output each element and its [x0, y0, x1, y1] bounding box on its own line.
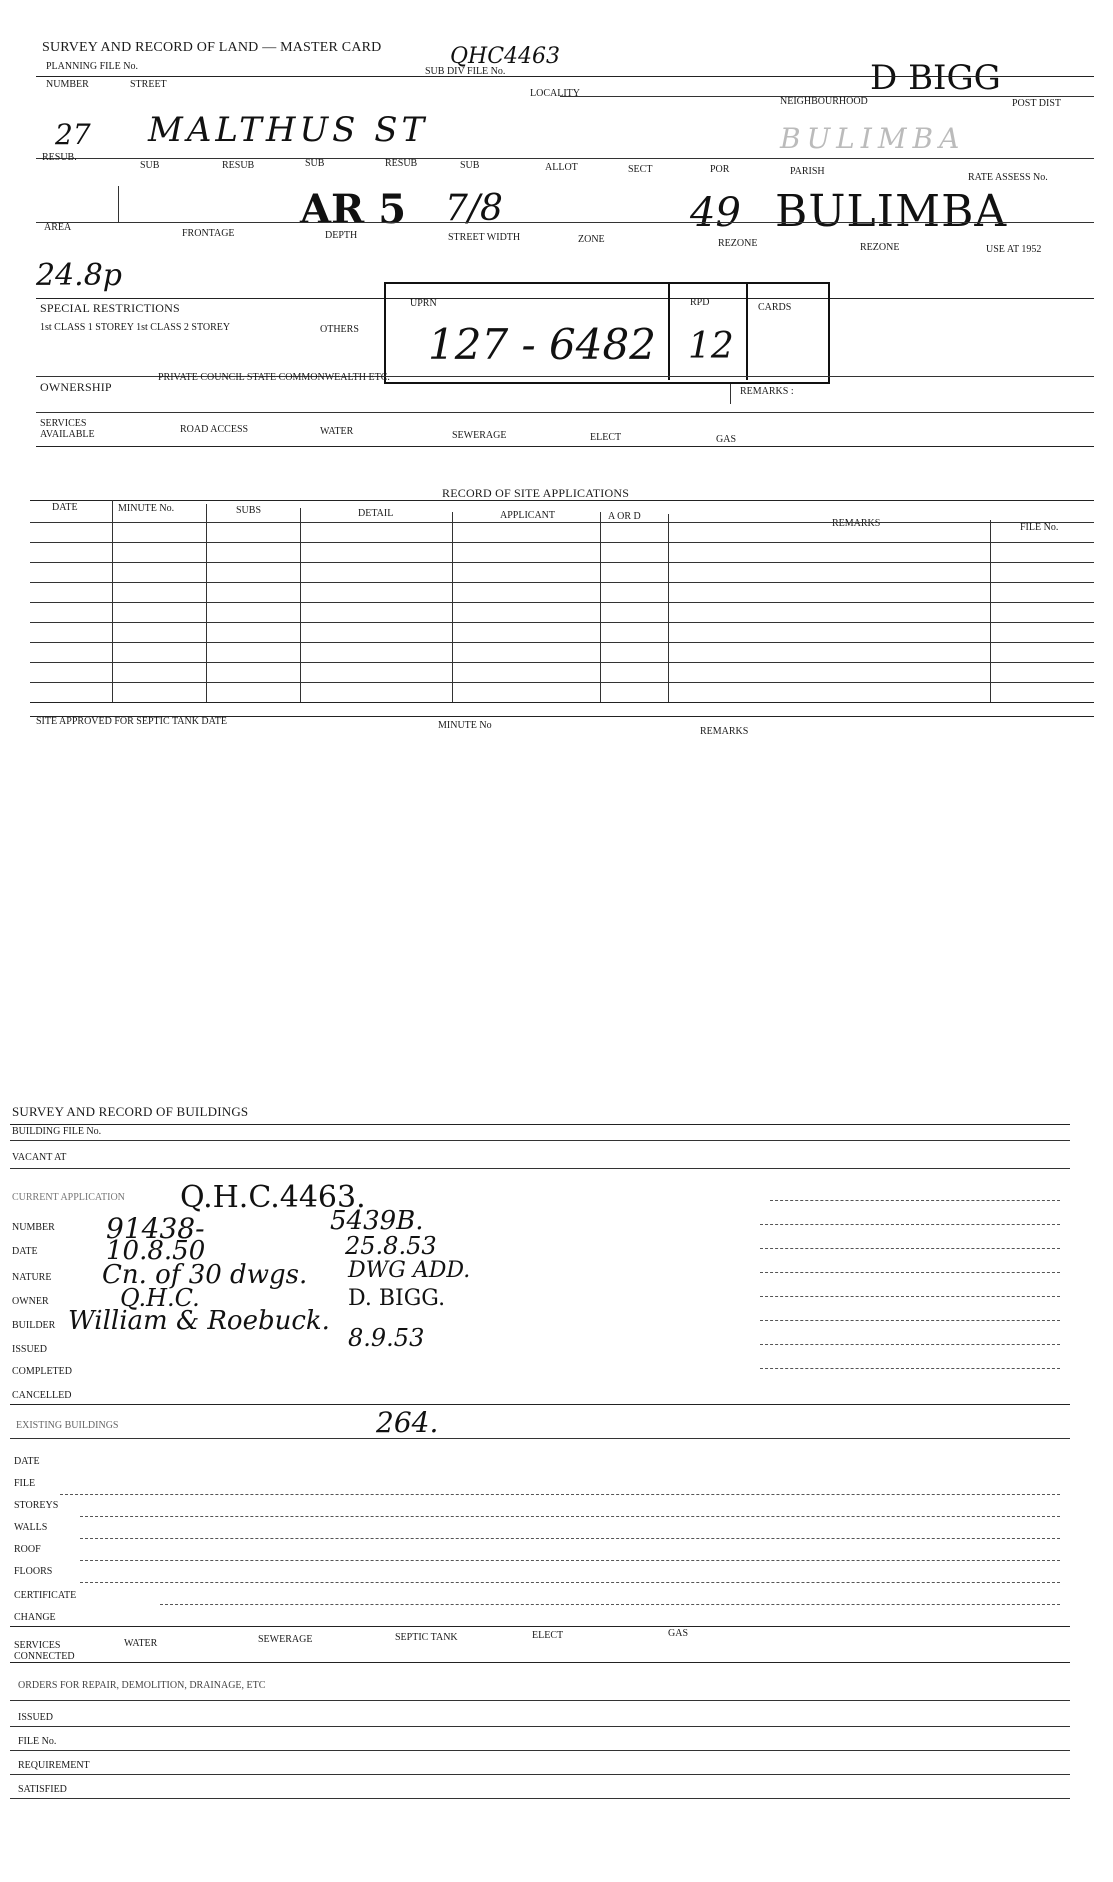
app-row-owner-label: OWNER — [12, 1296, 49, 1307]
app-row-number-v1: 91438- — [106, 1212, 205, 1245]
conn-elect: ELECT — [532, 1630, 564, 1641]
sub-div-file-label: SUB DIV FILE No. — [425, 66, 506, 77]
plan-handwritten: 7/8 — [445, 188, 503, 229]
resub-label: RESUB. — [42, 152, 77, 163]
locality-label: LOCALITY — [530, 88, 580, 99]
conn-sewerage: SEWERAGE — [258, 1634, 313, 1645]
app-row-builder-v1: William & Roebuck. — [68, 1306, 330, 1336]
parish-label: PARISH — [790, 166, 825, 177]
col-detail: DETAIL — [358, 508, 394, 519]
portion-handwritten: 49 — [690, 190, 741, 236]
septic-remarks-label: REMARKS — [700, 726, 749, 737]
street-number-handwritten: 27 — [55, 118, 91, 151]
por-label: POR — [710, 164, 730, 175]
septic-approval-label: SITE APPROVED FOR SEPTIC TANK DATE — [36, 716, 227, 727]
ownership-remarks-label: REMARKS : — [740, 386, 794, 397]
order-row-requirement: REQUIREMENT — [18, 1760, 90, 1771]
vacant-at-label: VACANT AT — [12, 1152, 67, 1163]
suburb-handwritten: BULIMBA — [775, 186, 1008, 237]
sub-label-1: SUB — [140, 160, 160, 171]
service-gas: GAS — [716, 434, 737, 445]
service-water: WATER — [320, 426, 354, 437]
site-applications-title: RECORD OF SITE APPLICATIONS — [442, 486, 630, 500]
sect-label: SECT — [628, 164, 653, 175]
resub-label-2: RESUB — [222, 160, 255, 171]
ownership-options: PRIVATE COUNCIL STATE COMMONWEALTH ETC. — [158, 372, 390, 383]
app-row-issued-label: ISSUED — [12, 1344, 48, 1355]
existing-row-storeys: STOREYS — [14, 1500, 59, 1511]
app-row-number-v2: 5439B. — [330, 1206, 424, 1236]
area-label: AREA — [44, 222, 72, 233]
street-label: STREET — [130, 79, 167, 90]
app-row-date-label: DATE — [12, 1246, 38, 1257]
building-file-label: BUILDING FILE No. — [12, 1126, 102, 1137]
services-connected-label: SERVICES CONNECTED — [14, 1640, 75, 1662]
depth-label: DEPTH — [325, 230, 358, 241]
app-row-owner-v1: Q.H.C. — [120, 1284, 200, 1312]
app-row-number-label: NUMBER — [12, 1222, 55, 1233]
parish-handwritten-faded: BULIMBA — [780, 122, 966, 155]
zone-label: ZONE — [578, 234, 605, 245]
service-road-access: ROAD ACCESS — [180, 424, 249, 435]
order-row-issued: ISSUED — [18, 1712, 54, 1723]
existing-row-change: CHANGE — [14, 1612, 56, 1623]
uprn-label: UPRN — [410, 298, 437, 309]
service-elect: ELECT — [590, 432, 622, 443]
cards-label: CARDS — [758, 302, 792, 313]
col-file-no: FILE No. — [1020, 522, 1059, 533]
app-row-issued-v2: 8.9.53 — [348, 1324, 425, 1352]
col-remarks: REMARKS — [832, 518, 881, 529]
existing-row-walls: WALLS — [14, 1522, 48, 1533]
existing-row-certificate: CERTIFICATE — [14, 1590, 77, 1601]
frontage-label: FRONTAGE — [182, 228, 235, 239]
existing-buildings-handwritten: 264. — [376, 1406, 439, 1439]
others-label: OTHERS — [320, 324, 359, 335]
col-a-or-d: A OR D — [608, 511, 641, 522]
existing-buildings-label: EXISTING BUILDINGS — [16, 1420, 119, 1431]
building-card-title: SURVEY AND RECORD OF BUILDINGS — [12, 1104, 249, 1119]
app-row-date-v1: 10.8.50 — [106, 1236, 206, 1266]
file-reference: QHC4463 — [450, 44, 561, 69]
services-available-label: SERVICES AVAILABLE — [40, 418, 95, 440]
rezone-label-1: REZONE — [718, 238, 758, 249]
number-label: NUMBER — [46, 79, 89, 90]
app-row-nature-label: NATURE — [12, 1272, 52, 1283]
orders-label: ORDERS FOR REPAIR, DEMOLITION, DRAINAGE, ETC — [18, 1680, 266, 1691]
rpd-handwritten: 12 — [688, 326, 734, 367]
current-application-handwritten: Q.H.C.4463. — [180, 1180, 366, 1215]
col-applicant: APPLICANT — [500, 510, 556, 521]
post-dist-label: POST DIST — [1012, 98, 1061, 109]
conn-septic-tank: SEPTIC TANK — [395, 1632, 458, 1643]
planning-file-label: PLANNING FILE No. — [46, 61, 138, 72]
conn-water: WATER — [124, 1638, 158, 1649]
land-card-title: SURVEY AND RECORD OF LAND — MASTER CARD — [42, 40, 382, 55]
app-row-date-v2: 25.8.53 — [345, 1232, 437, 1260]
current-application-label: CURRENT APPLICATION — [12, 1192, 125, 1203]
sub-label-3: SUB — [460, 160, 480, 171]
order-row-file: FILE No. — [18, 1736, 57, 1747]
class-storey-label: 1st CLASS 1 STOREY 1st CLASS 2 STOREY — [40, 322, 231, 333]
col-date: DATE — [52, 502, 78, 513]
completed-label: COMPLETED — [12, 1366, 72, 1377]
existing-row-file: FILE — [14, 1478, 36, 1489]
app-row-owner-v2: D. BIGG. — [348, 1286, 446, 1311]
street-width-label: STREET WIDTH — [448, 232, 521, 243]
area-handwritten: 24.8p — [36, 258, 123, 293]
use-at-label: USE AT 1952 — [986, 244, 1042, 255]
rpd-label: RPD — [690, 297, 710, 308]
cancelled-label: CANCELLED — [12, 1390, 72, 1401]
owner-handwritten: D BIGG — [870, 58, 1001, 98]
existing-row-floors: FLOORS — [14, 1566, 53, 1577]
col-subs: SUBS — [236, 505, 262, 516]
conn-gas: GAS — [668, 1628, 689, 1639]
rate-assess-label: RATE ASSESS No. — [968, 172, 1048, 183]
resub-label-3: RESUB — [385, 158, 418, 169]
existing-row-roof: ROOF — [14, 1544, 41, 1555]
allot-label: ALLOT — [545, 162, 578, 173]
service-sewerage: SEWERAGE — [452, 430, 507, 441]
lot-handwritten: AR 5 — [300, 186, 407, 233]
neighbourhood-label: NEIGHBOURHOOD — [780, 96, 868, 107]
special-restrictions-label: SPECIAL RESTRICTIONS — [40, 301, 180, 315]
ownership-label: OWNERSHIP — [40, 380, 112, 394]
sub-label-2: SUB — [305, 158, 325, 169]
app-row-nature-v1: Cn. of 30 dwgs. — [102, 1260, 308, 1290]
existing-row-date: DATE — [14, 1456, 40, 1467]
col-minute: MINUTE No. — [118, 503, 175, 514]
rezone-label-2: REZONE — [860, 242, 900, 253]
app-row-builder-label: BUILDER — [12, 1320, 56, 1331]
septic-minute-label: MINUTE No — [438, 720, 492, 731]
uprn-handwritten: 127 - 6482 — [428, 320, 656, 369]
app-row-nature-v2: DWG ADD. — [348, 1258, 471, 1283]
order-row-satisfied: SATISFIED — [18, 1784, 67, 1795]
street-name-handwritten: MALTHUS ST — [148, 110, 429, 150]
